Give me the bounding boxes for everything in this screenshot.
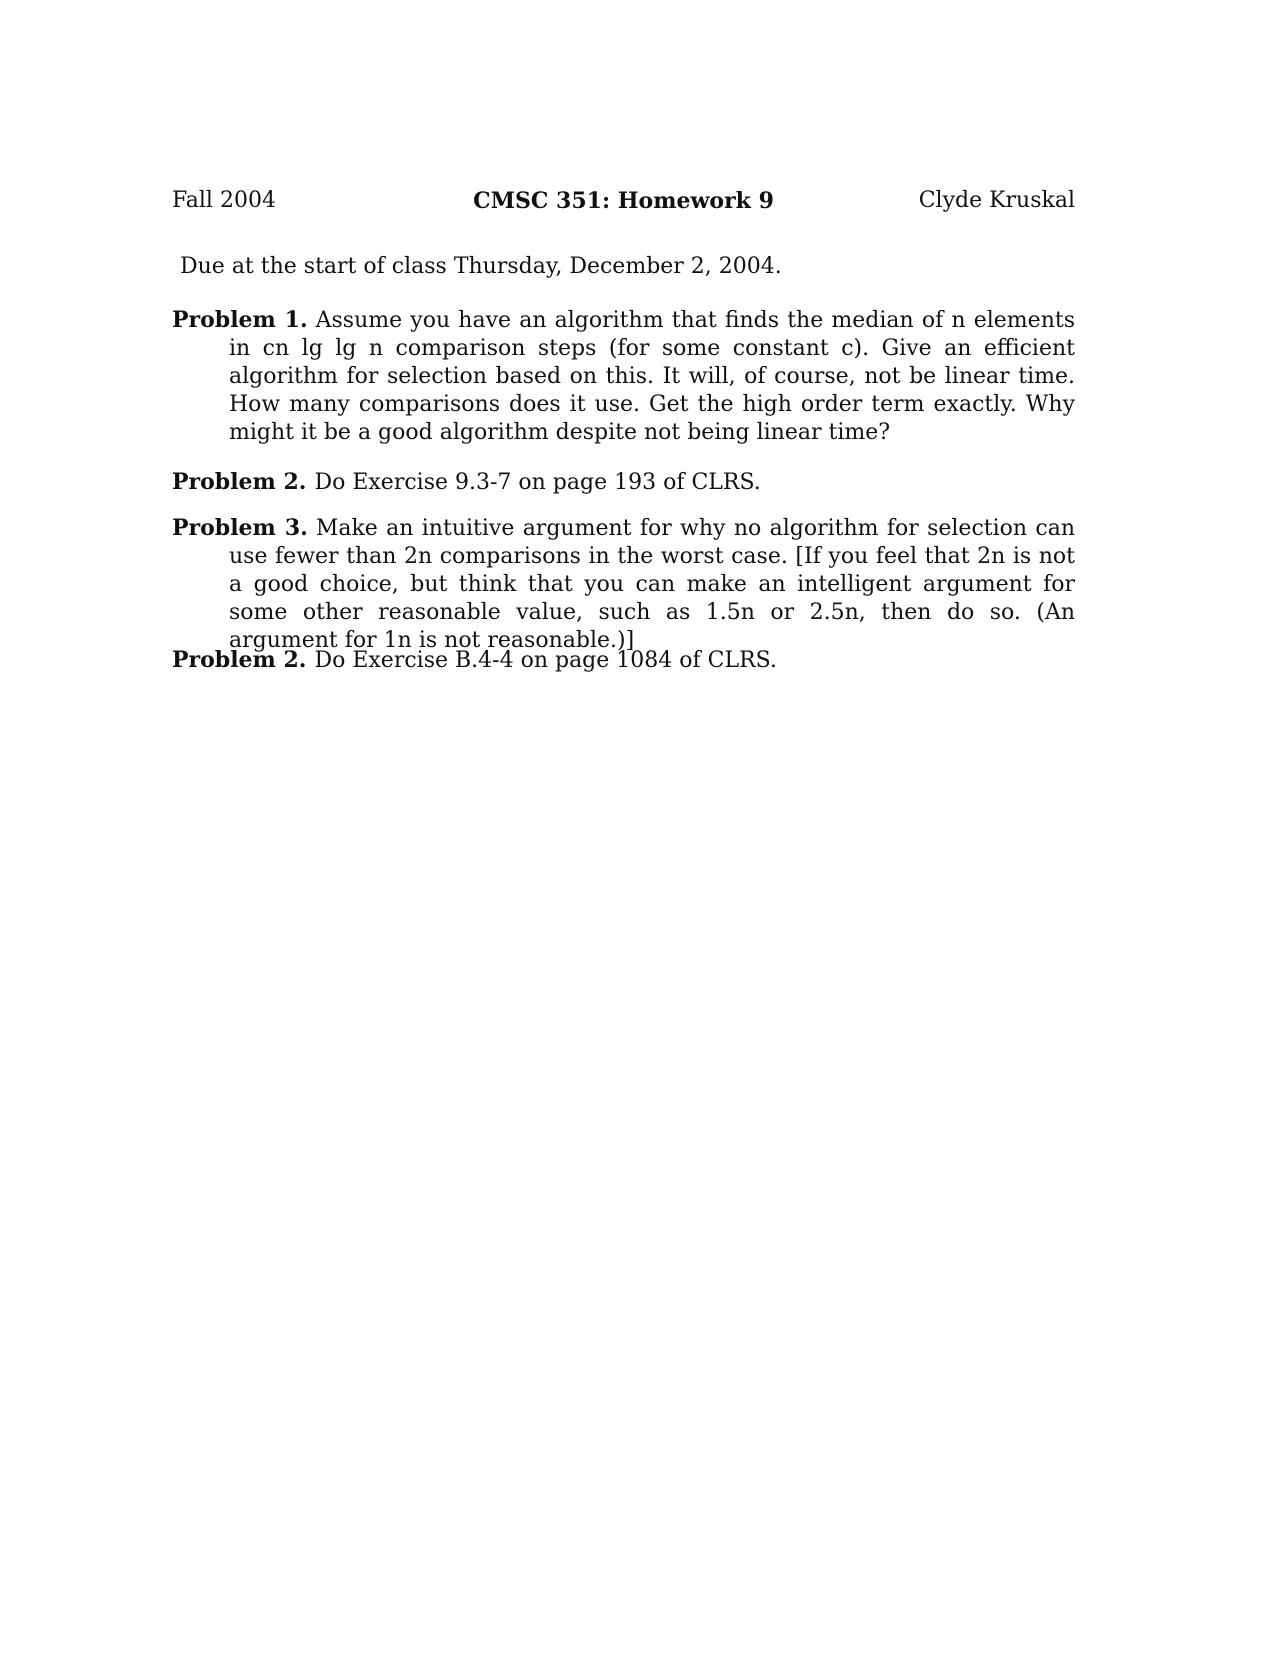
header-semester: Fall 2004: [172, 188, 276, 213]
document-page: [172, 0, 1075, 1656]
problem-3: [172, 514, 1075, 655]
problem-text: Do Exercise B.4-4 on page 1084 of CLRS.: [314, 648, 777, 673]
page-header: [172, 188, 1075, 218]
problem-1: [172, 306, 1075, 447]
problem-text: Assume you have an algorithm that finds the median of n elements in cn lg lg n comparison steps (for some constant c). Give an efficient algorithm for selection based on this. It will, of course, not be linear time. How many comparisons does it use. Get the high order term exactly. Why might it be a good algorithm despite not being linear time?: [229, 308, 1075, 445]
problem-label: Problem 2.: [172, 469, 307, 495]
problem-text: Do Exercise 9.3-7 on page 193 of CLRS.: [314, 470, 761, 495]
problem-label: Problem 2.: [172, 647, 307, 673]
header-title: CMSC 351: Homework 9: [473, 188, 774, 214]
problem-2: [172, 468, 1075, 497]
problem-4: [172, 646, 1075, 675]
problem-text: Make an intuitive argument for why no algorithm for selection can use fewer than 2n comparisons in the worst case. [If you feel that 2n is not a good choice, but think that you can make an intelligent argument for some other reasonable value, such as 1.5n or 2.5n, then do so. (An argument for 1n is not reasonable.)]: [229, 516, 1076, 653]
problem-label: Problem 1.: [172, 307, 308, 333]
header-author: Clyde Kruskal: [918, 188, 1075, 213]
due-date-line: Due at the start of class Thursday, December 2, 2004.: [180, 254, 782, 279]
problem-label: Problem 3.: [172, 515, 308, 541]
